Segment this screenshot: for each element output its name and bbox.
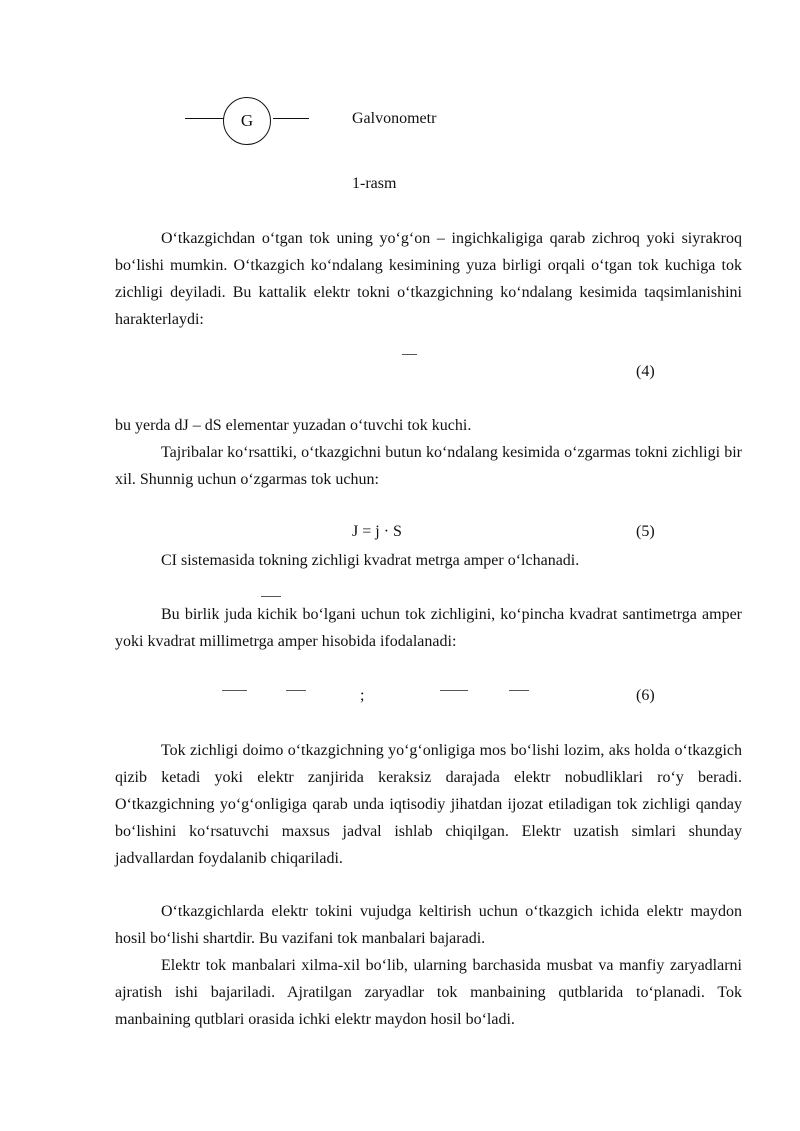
symbol-letter: G — [240, 111, 254, 130]
galvanometer-symbol — [185, 97, 310, 149]
right-wire-line — [273, 118, 309, 119]
paragraph-8: Elektr tok manbalari xilma-xil bo‘lib, ularning barchasida musbat va manfiy zaryadlarni ajratish ishi bajariladi. Ajratilgan zaryadlar tok manbaining qutblarida to‘planadi. Tok manbaining qutblari orasida ichki elektr maydon hosil bo‘ladi. — [115, 957, 742, 1028]
paragraph-3: Tajribalar ko‘rsattiki, o‘tkazgichni butun ko‘ndalang kesimida o‘zgarmas tokni zichligi bir xil. Shunnig uchun o‘zgarmas tok uchun: — [115, 444, 742, 488]
paragraph-1: O‘tkazgichdan o‘tgan tok uning yo‘g‘on – ingichkaligiga qarab zichroq yoki siyrakroq bo‘lishi mumkin. O‘tkazgich ko‘ndalang kesimining yuza birligi orqali o‘tgan tok kuchiga tok zichligi deyiladi. Bu kattalik elektr tokni o‘tkazgichning ko‘ndalang kesimida taqsimlanishini harakterlaydi: — [115, 230, 742, 328]
paragraph-4: CI sistemasida tokning zichligi kvadrat metrga amper o‘lchanadi. — [161, 552, 580, 569]
eq4-fraction-bar — [402, 354, 417, 355]
eq5-number: (5) — [636, 523, 655, 540]
eq5-formula: J = j · S — [352, 523, 402, 540]
paragraph-2: bu yerda dJ – dS elementar yuzadan o‘tuvchi tok kuchi. — [115, 417, 472, 434]
figure-caption: 1-rasm — [352, 175, 397, 192]
paragraph-6: Tok zichligi doimo o‘tkazgichning yo‘g‘onligiga mos bo‘lishi lozim, aks holda o‘tkazgich qizib ketadi yoki elektr zanjirida keraksiz darajada elektr nobudliklari ro‘y beradi. O‘tkazgichning yo‘g‘onligiga qarab unda iqtisodiy jihatdan ijozat etiladigan tok zichligi qanday bo‘lishini ko‘rsatuvchi maxsus jadval ishlab chiqilgan. Elektr uzatish simlari shunday jadvallardan foydalanib chiqariladi. — [115, 742, 742, 867]
paragraph-5: Bu birlik juda kichik bo‘lgani uchun tok zichligini, ko‘pincha kvadrat santimetrga amper yoki kvadrat millimetrga amper hisobida ifodalanadi: — [115, 606, 742, 650]
galvanometer-circle — [223, 97, 271, 145]
eq6-fraction-bar-2 — [286, 690, 306, 691]
left-wire-line — [185, 118, 224, 119]
eq6-fraction-bar-4 — [509, 690, 529, 691]
eq6-fraction-bar-3 — [440, 690, 468, 691]
unit-fraction-bar — [261, 596, 281, 597]
symbol-label: Galvonometr — [352, 110, 437, 127]
eq6-fraction-bar-1 — [222, 690, 247, 691]
eq6-number: (6) — [636, 687, 655, 704]
paragraph-7: O‘tkazgichlarda elektr tokini vujudga keltirish uchun o‘tkazgich ichida elektr maydon hosil bo‘lishi shartdir. Bu vazifani tok manbalari bajaradi. — [115, 903, 742, 947]
eq6-separator: ; — [360, 687, 365, 704]
eq4-number: (4) — [636, 363, 655, 380]
